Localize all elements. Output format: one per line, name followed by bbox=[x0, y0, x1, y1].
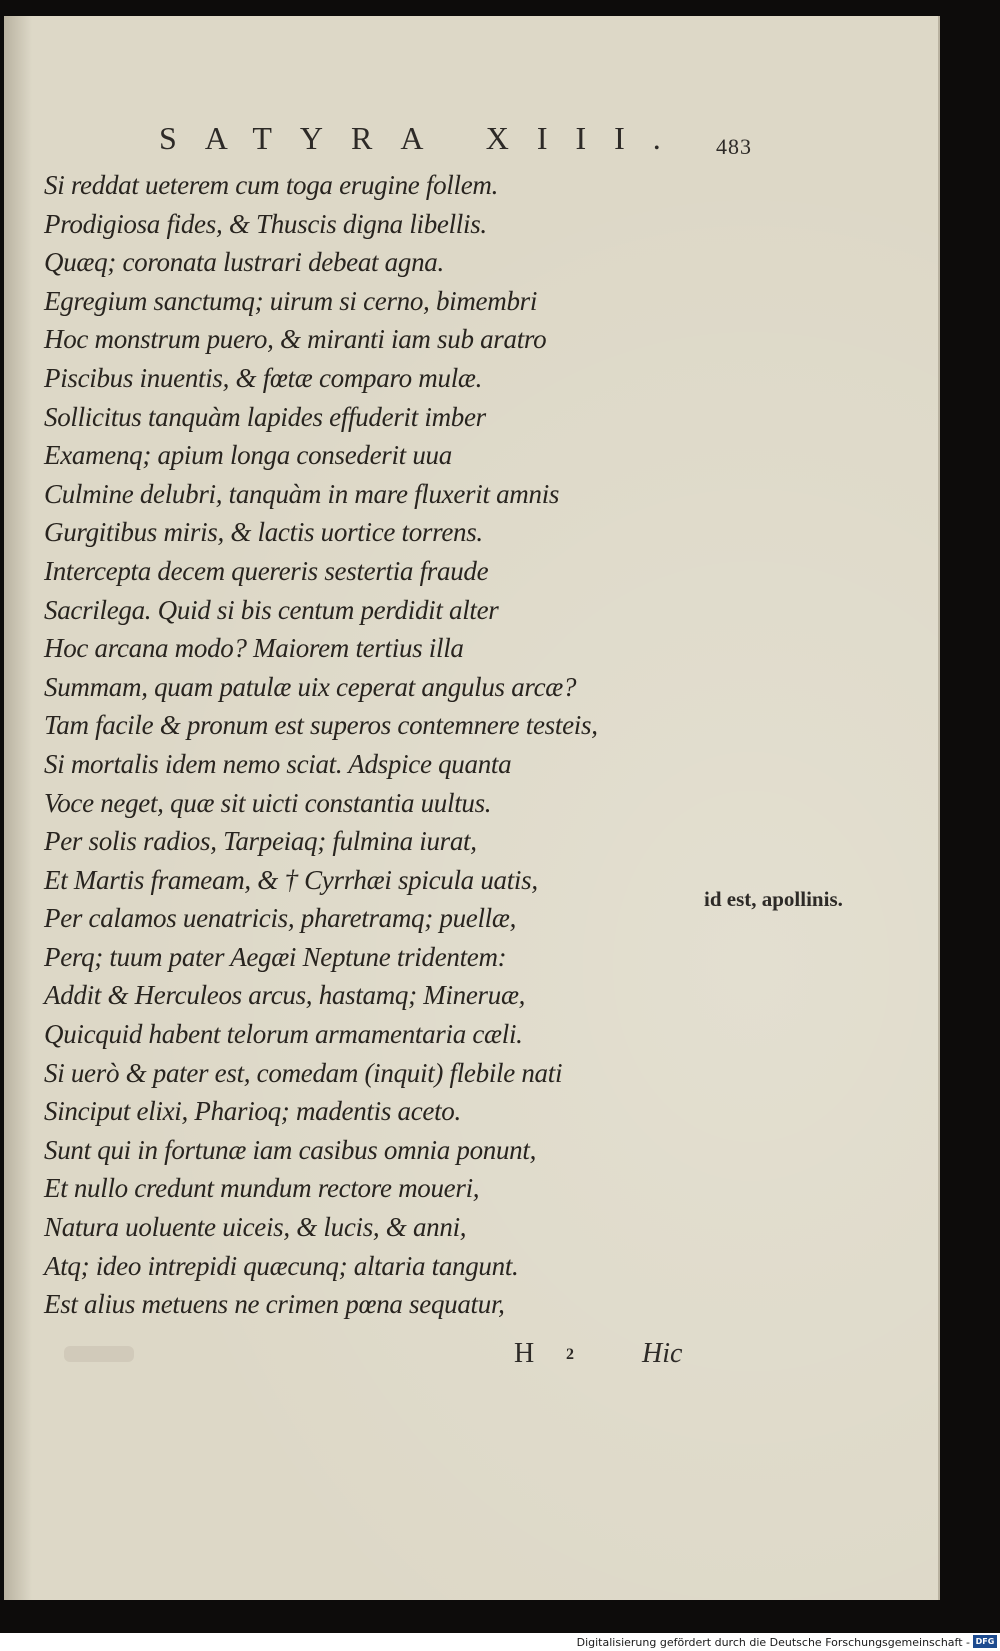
verse-line: Summam, quam patulæ uix ceperat angulus arcæ? bbox=[44, 671, 577, 702]
signature-number: 2 bbox=[566, 1346, 574, 1363]
verse-line: Per calamos uenatricis, pharetramq; puellæ, bbox=[44, 903, 517, 934]
verse-line: Prodigiosa fides, & Thuscis digna libellis. bbox=[44, 208, 487, 239]
page-number: 483 bbox=[716, 134, 752, 159]
verse-line: Sacrilega. Quid si bis centum perdidit alter bbox=[44, 594, 499, 625]
verse-list bbox=[44, 166, 684, 1324]
verse-line: Si mortalis idem nemo sciat. Adspice quanta bbox=[44, 748, 512, 779]
verse-line: Sunt qui in fortunæ iam casibus omnia ponunt, bbox=[44, 1134, 537, 1165]
verse-line: Si reddat ueterem cum toga erugine follem. bbox=[44, 170, 499, 200]
dfg-logo: DFG bbox=[973, 1635, 997, 1648]
ink-show-through bbox=[64, 1346, 134, 1362]
verse-line: Hoc monstrum puero, & miranti iam sub aratro bbox=[44, 324, 547, 355]
verse-line: Voce neget, quæ sit uicti constantia uultus. bbox=[44, 787, 492, 818]
verse-line: Piscibus inuentis, & fœtæ comparo mulæ. bbox=[44, 362, 483, 393]
verse-line: Sollicitus tanquàm lapides effuderit imber bbox=[44, 401, 486, 432]
verse-line: Sinciput elixi, Pharioq; madentis aceto. bbox=[44, 1096, 461, 1127]
verse-line: Examenq; apium longa consederit uua bbox=[44, 440, 452, 471]
verse-line: Intercepta decem quereris sestertia fraude bbox=[44, 555, 489, 586]
verse-line: Perq; tuum pater Aegæi Neptune tridentem: bbox=[44, 941, 507, 972]
running-head: SATYRA XIII. bbox=[159, 120, 689, 156]
funding-credit: Digitalisierung gefördert durch die Deutsche Forschungsgemeinschaft - bbox=[576, 1636, 970, 1649]
verse-line: Atq; ideo intrepidi quæcunq; altaria tangunt. bbox=[44, 1250, 519, 1281]
signature-mark: H bbox=[514, 1338, 535, 1369]
verse-line: Addit & Herculeos arcus, hastamq; Mineruæ, bbox=[44, 980, 526, 1011]
verse-line: Per solis radios, Tarpeiaq; fulmina iurat, bbox=[44, 826, 477, 857]
verse-line: Tam facile & pronum est superos contemnere testeis, bbox=[44, 710, 598, 741]
catchword: Hic bbox=[642, 1338, 683, 1369]
verse-line: Quæq; coronata lustrari debeat agna. bbox=[44, 247, 444, 278]
book-page bbox=[4, 16, 940, 1600]
marginal-note: id est, apollinis. bbox=[704, 887, 843, 911]
verse-line: Si uerò & pater est, comedam (inquit) flebile nati bbox=[44, 1057, 563, 1088]
verse-line: Et Martis frameam, & † Cyrrhæi spicula uatis, bbox=[44, 864, 538, 895]
verse-line: Hoc arcana modo? Maiorem tertius illa bbox=[44, 633, 464, 664]
verse-line: Gurgitibus miris, & lactis uortice torrens. bbox=[44, 517, 483, 548]
verse-line: Natura uoluente uiceis, & lucis, & anni, bbox=[44, 1212, 467, 1243]
verse-line: Est alius metuens ne crimen pœna sequatur, bbox=[44, 1289, 505, 1320]
verse-line: Egregium sanctumq; uirum si cerno, bimembri bbox=[44, 285, 538, 316]
verse-line: Culmine delubri, tanquàm in mare fluxerit amnis bbox=[44, 478, 560, 509]
verse-line: Quicquid habent telorum armamentaria cæli. bbox=[44, 1019, 523, 1050]
verse-line: Et nullo credunt mundum rectore moueri, bbox=[44, 1173, 480, 1204]
